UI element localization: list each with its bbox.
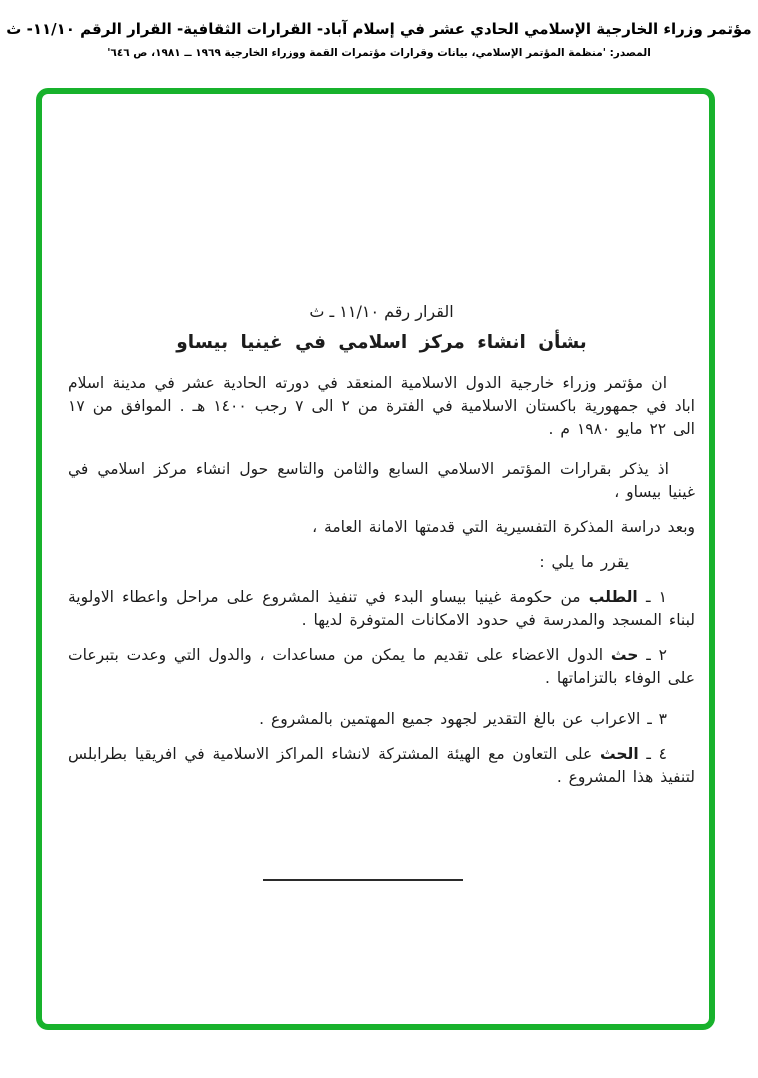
item-1-number: ١ ـ [645,588,667,606]
item-4-number: ٤ ـ [646,745,667,763]
resolution-subject-title: بشأن انشاء مركز اسلامي في غينيا بيساو [176,332,587,353]
header-source-line: المصدر: 'منظمة المؤتمر الإسلامي، بيانات وقرارات مؤتمرات القمة ووزراء الخارجية ١٩٦٩ ــ ١٩٨١، ص ٦٤٦' [107,47,651,59]
item-1-lead-word: الطلب [588,588,638,606]
decision-item-2 [68,644,695,690]
decision-item-3 [68,708,695,731]
resolution-number-title: القرار رقم ١١/١٠ ـ ث [309,302,454,321]
item-4-lead-word: الحث [599,745,639,763]
document-frame [36,88,715,1030]
decides-lead-line: يقرر ما يلي : [539,553,629,571]
item-2-number: ٢ ـ [646,646,667,664]
item-3-text: عن بالغ التقدير لجهود جميع المهتمين بالمشروع . [259,710,591,728]
header-citation [0,18,758,61]
item-4-text: على التعاون مع الهيئة المشتركة لانشاء المراكز الاسلامية في افريقيا بطرابلس لتنفيذ هذا المشروع . [68,745,695,786]
item-3-number: ٣ ـ [647,710,667,728]
decision-item-1 [68,586,695,632]
header-conference-title: مؤتمر وزراء الخارجية الإسلامي الحادي عشر في إسلام آباد- القرارات الثقافية- القرار الرقم ١١/١٠- ث [6,20,752,38]
item-3-lead-word: الاعراب [590,710,641,728]
preamble-memo-paragraph: وبعد دراسة المذكرة التفسيرية التي قدمتها الامانة العامة ، [312,518,695,536]
document-body [42,94,709,1024]
signature-divider-line [263,879,463,881]
item-2-lead-word: حث [610,646,639,664]
preamble-recall-paragraph: اذ يذكر بقرارات المؤتمر الاسلامي السابع والثامن والتاسع حول انشاء مركز اسلامي في غينيا بيساو ، [68,460,695,501]
preamble-session-paragraph: ان مؤتمر وزراء خارجية الدول الاسلامية المنعقد في دورته الحادية عشر في مدينة اسلام اباد في جمهورية باكستان الاسلامية في الفترة من ٢ الى ٧ رجب ١٤٠٠ هـ . الموافق من ١٧ الى ٢٢ مايو ١٩٨٠ م . [68,374,695,438]
decision-item-4 [68,743,695,789]
item-2-text: الدول الاعضاء على تقديم ما يمكن من مساعدات ، والدول التي وعدت بتبرعات على الوفاء بالتزاماتها . [68,646,695,687]
item-1-text: من حكومة غينيا بيساو البدء في تنفيذ المشروع على مراحل واعطاء الاولوية لبناء المسجد والمدرسة في حدود الامكانات المتوفرة لديها . [68,588,695,629]
